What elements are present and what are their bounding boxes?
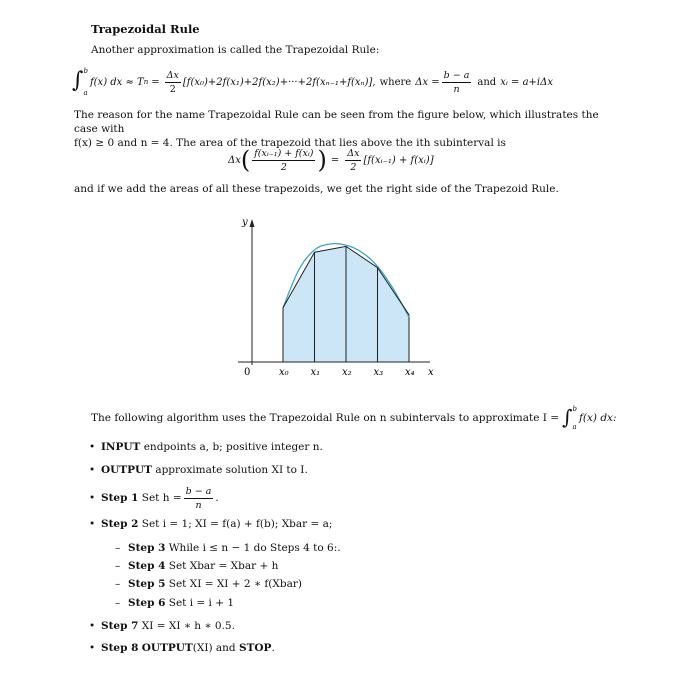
y-axis-label: y	[242, 217, 248, 228]
step4-label: Step 4	[128, 560, 166, 572]
algo-lower-limit: a	[572, 423, 577, 431]
formula-dx: Δx =	[415, 76, 440, 88]
frac-num: Δx	[166, 69, 179, 81]
step7-text: XI = XI ∗ h ∗ 0.5.	[141, 620, 235, 632]
trapezoid-figure	[230, 205, 450, 385]
algo-upper-limit: b	[572, 405, 577, 413]
step1-label: Step 1	[101, 492, 139, 504]
step8-output: OUTPUT	[141, 642, 193, 654]
area-den: 2	[280, 161, 287, 173]
step5-label: Step 5	[128, 578, 166, 590]
area-rfrac-num: Δx	[347, 147, 360, 159]
reason-line-1: The reason for the name Trapezoidal Rule can be seen from the figure below, which illustrates the case with	[74, 109, 599, 135]
x-tick-label-2: x₂	[342, 367, 352, 378]
algo-integral-sign: ∫	[562, 405, 573, 429]
step8-tail: .	[271, 642, 275, 654]
area-formula: Δx ( $\frac{\text{f(xᵢ₋₁) + f(xᵢ)}}{2}$ ) = $\frac{\Delta x}{2}$ [f(xᵢ₋₁) + f(xᵢ)]	[228, 146, 434, 174]
step1-frac-den: n	[195, 499, 202, 511]
paragraph-sum: and if we add the areas of all these trapezoids, we get the right side of the Trapezoid Rule.	[74, 183, 559, 195]
step6-label: Step 6	[128, 597, 166, 609]
x-axis-label: x	[428, 367, 434, 378]
x-tick-label-3: x₃	[373, 367, 384, 378]
x-tick-label-0: x₀	[279, 367, 289, 378]
list-item-step1: • Step 1 Set h = $\frac{b - a}{n}$ .	[89, 485, 219, 511]
step3-label: Step 3	[128, 542, 166, 554]
paragraph-algorithm-intro	[91, 403, 617, 433]
input-text: endpoints a, b; positive integer n.	[143, 441, 323, 453]
area-frac	[252, 148, 315, 173]
x-tick-label-1: x₁	[310, 367, 321, 378]
integral-sign: ∫	[72, 68, 84, 93]
area-rfrac	[345, 148, 361, 173]
algo-integrand: f(x) dx:	[578, 412, 617, 424]
sublist-item-step3: – Step 3 While i ≤ n − 1 do Steps 4 to 6:.	[115, 542, 341, 554]
input-label: INPUT	[101, 441, 141, 453]
formula-where: where	[379, 76, 412, 88]
area-rhs: [f(xᵢ₋₁) + f(xᵢ)]	[363, 154, 434, 166]
step5-text: Set XI = XI + 2 ∗ f(Xbar)	[168, 578, 302, 590]
step8-mid: (XI) and	[192, 642, 236, 654]
step7-label: Step 7	[101, 620, 139, 632]
list-item-output: • OUTPUT approximate solution XI to I.	[89, 464, 308, 476]
list-item-input: • INPUT endpoints a, b; positive integer n.	[89, 441, 323, 453]
origin-label: 0	[244, 367, 251, 378]
dx-frac	[442, 70, 472, 95]
step8-stop: STOP	[239, 642, 272, 654]
intro-text: Another approximation is called the Trapezoidal Rule:	[91, 44, 380, 56]
dx-num: b − a	[443, 69, 470, 81]
formula-lhs: f(x) dx ≈ T	[89, 76, 144, 88]
sublist-item-step4: – Step 4 Set Xbar = Xbar + h	[115, 560, 279, 572]
algo-integral-limits	[573, 405, 577, 431]
sublist-item-step5: – Step 5 Set XI = XI + 2 ∗ f(Xbar)	[115, 578, 302, 590]
output-label: OUTPUT	[101, 464, 152, 476]
area-rfrac-den: 2	[350, 161, 357, 173]
area-num: f(xᵢ₋₁) + f(xᵢ)	[254, 147, 314, 159]
dx-den: n	[453, 83, 460, 95]
step4-text: Set Xbar = Xbar + h	[168, 560, 279, 572]
step2-text: Set i = 1; XI = f(a) + f(b); Xbar = a;	[141, 518, 333, 530]
output-text: approximate solution XI to I.	[155, 464, 308, 476]
list-item-step8: • Step 8 OUTPUT(XI) and STOP.	[89, 642, 275, 654]
x-tick-labels	[279, 367, 415, 378]
formula-and: and	[477, 76, 497, 88]
step1-tail: .	[215, 492, 219, 504]
section-title: Trapezoidal Rule	[91, 22, 200, 36]
formula-lhs-sub: n	[143, 78, 149, 86]
step8-label: Step 8	[101, 642, 139, 654]
list-item-step2: • Step 2 Set i = 1; XI = f(a) + f(b); Xbar = a;	[89, 518, 333, 530]
area-eq: =	[330, 154, 340, 166]
reason-line-2: f(x) ≥ 0 and n = 4. The area of the trapezoid that lies above the ith subinterval is	[74, 137, 506, 149]
step2-label: Step 2	[101, 518, 139, 530]
frac-den: 2	[169, 83, 176, 95]
upper-limit: b	[83, 67, 88, 75]
area-lhs: Δx	[228, 154, 241, 166]
formula-xi: xᵢ = a+iΔx	[500, 76, 553, 88]
lower-limit: a	[83, 89, 88, 97]
list-item-step7: • Step 7 XI = XI ∗ h ∗ 0.5.	[89, 620, 235, 632]
step1-frac-num: b − a	[185, 485, 212, 497]
formula-frac	[165, 70, 181, 95]
formula-bracket: [f(x₀)+2f(x₁)+2f(x₂)+···+2f(xₙ₋₁+f(xₙ)],	[182, 76, 376, 88]
step1-text: Set h =	[141, 492, 182, 504]
y-axis-arrow	[250, 219, 255, 227]
x-tick-label-4: x₄	[405, 367, 415, 378]
sublist-item-step6: – Step 6 Set i = i + 1	[115, 597, 235, 609]
formula-eq: =	[151, 76, 160, 88]
step3-text: While i ≤ n − 1 do Steps 4 to 6:.	[168, 542, 341, 554]
integral-limits	[83, 67, 87, 97]
step1-frac	[184, 486, 214, 511]
algo-intro-text: The following algorithm uses the Trapezoidal Rule on n subintervals to approximate I =	[91, 412, 560, 424]
trapezoid-formula	[72, 64, 553, 100]
step6-text: Set i = i + 1	[168, 597, 235, 609]
